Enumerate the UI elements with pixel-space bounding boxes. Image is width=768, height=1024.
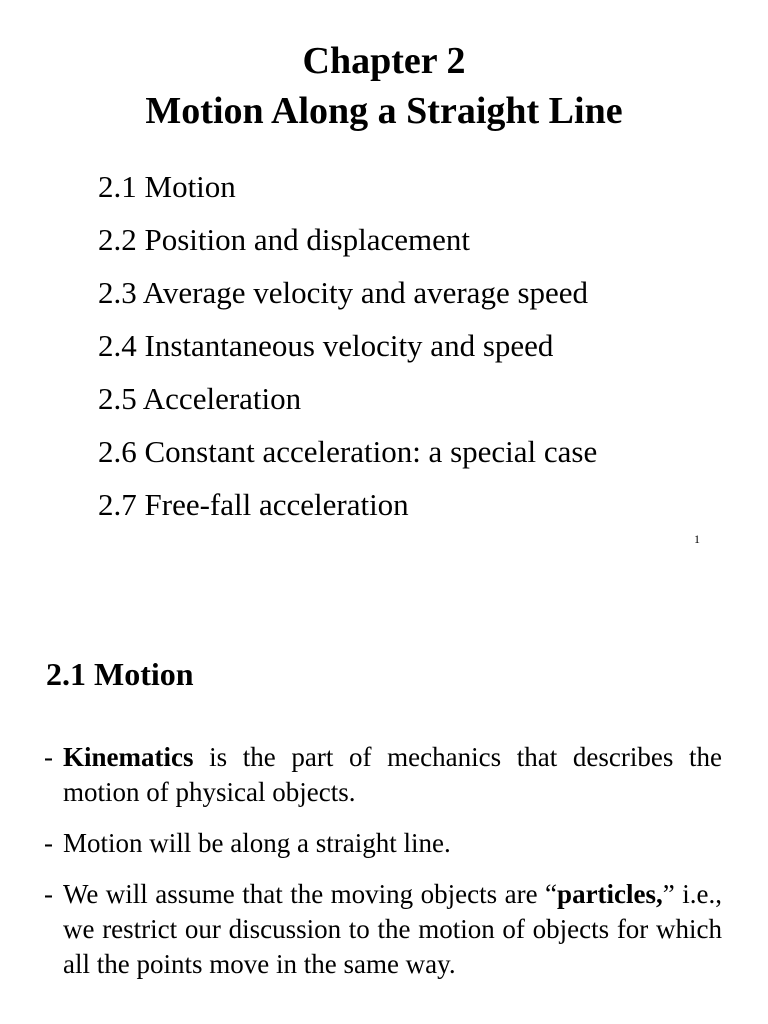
chapter-title bbox=[0, 36, 768, 136]
bullet-list bbox=[44, 740, 722, 998]
bullet-text: We will assume that the moving objects are “ bbox=[63, 879, 558, 909]
bullet-particles bbox=[44, 877, 722, 982]
slide-section-motion bbox=[0, 560, 768, 1024]
bullet-text: is the part of mechanics that describes the motion of physical objects. bbox=[63, 742, 722, 807]
chapter-number: Chapter 2 bbox=[302, 40, 466, 82]
chapter-name: Motion Along a Straight Line bbox=[145, 90, 623, 132]
bullet-text: Motion will be along a straight line. bbox=[63, 828, 451, 858]
toc-item: 2.1 Motion bbox=[98, 169, 236, 204]
bullet-straight-line bbox=[44, 826, 722, 861]
term-particles: particles, bbox=[557, 879, 663, 909]
toc-item: 2.5 Acceleration bbox=[98, 381, 302, 416]
table-of-contents bbox=[98, 160, 597, 531]
bullet-kinematics bbox=[44, 740, 722, 810]
toc-item: 2.7 Free-fall acceleration bbox=[98, 487, 409, 522]
toc-item: 2.6 Constant acceleration: a special case bbox=[98, 434, 598, 469]
section-heading: 2.1 Motion bbox=[46, 656, 194, 692]
toc-item: 2.4 Instantaneous velocity and speed bbox=[98, 328, 554, 363]
bullet-dash: - bbox=[44, 742, 53, 772]
page-number: 1 bbox=[694, 532, 700, 546]
toc-item: 2.2 Position and displacement bbox=[98, 222, 470, 257]
bullet-text: ” i.e., we restrict our discussion to the motion of objects for which all the points move in the same way. bbox=[63, 879, 722, 979]
toc-item: 2.3 Average velocity and average speed bbox=[98, 275, 589, 310]
term-kinematics: Kinematics bbox=[63, 742, 194, 772]
bullet-dash: - bbox=[44, 879, 53, 909]
bullet-dash: - bbox=[44, 828, 53, 858]
